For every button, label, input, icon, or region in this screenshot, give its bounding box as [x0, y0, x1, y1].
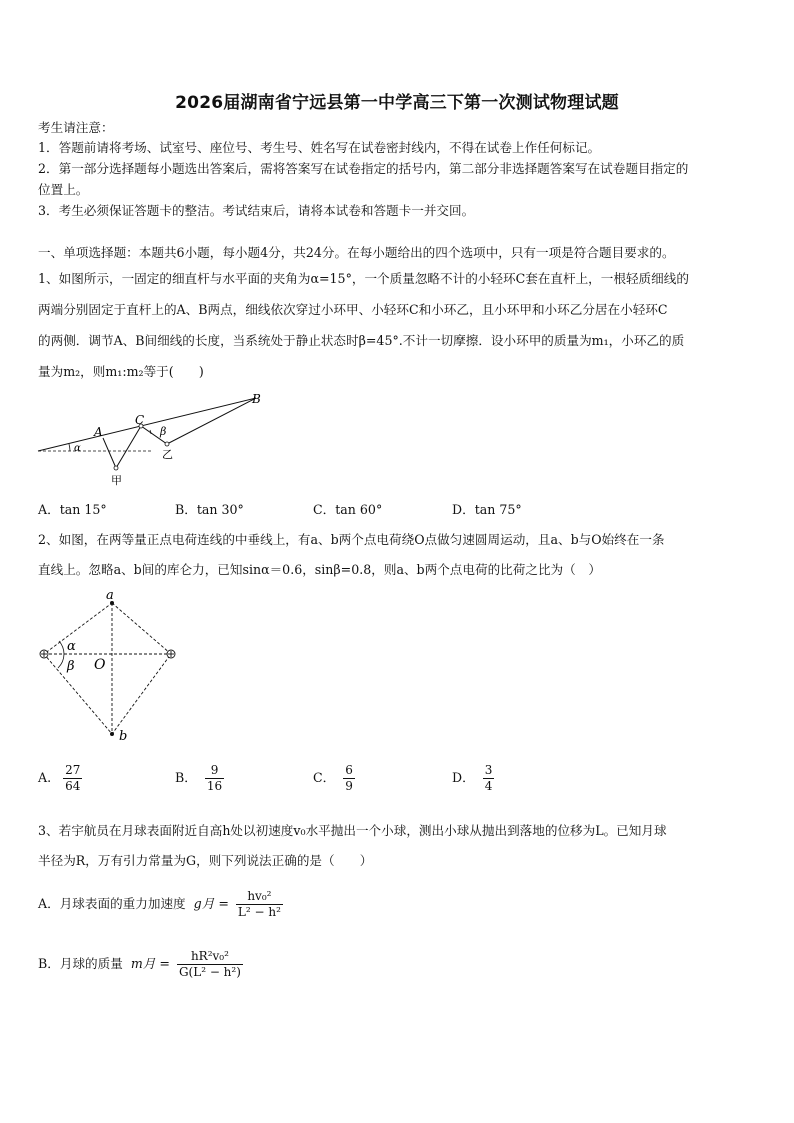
numerator: hR²v₀² — [190, 949, 229, 963]
q1-line: 1、如图所示，一固定的细直杆与水平面的夹角为α=15°，一个质量忽略不计的小轻环C套在直杆上，一根轻质细线的 — [38, 271, 689, 286]
option-fraction — [483, 764, 495, 793]
beta-arc — [58, 654, 64, 668]
numerator: 27 — [65, 763, 81, 777]
option-fraction — [63, 764, 82, 793]
string — [103, 398, 256, 468]
point-b — [110, 732, 114, 736]
denominator: 16 — [206, 779, 223, 793]
denominator: 64 — [65, 779, 81, 793]
page-title: 2026届湖南省宁远县第一中学高三下第一次测试物理试题 — [175, 93, 619, 113]
numerator: 9 — [210, 763, 219, 777]
q2-line: 2、如图，在两等量正点电荷连线的中垂线上，有a、b两个点电荷绕O点做匀速圆周运动，且a、b与O始终在一条 — [38, 532, 665, 547]
label-b: b — [119, 729, 128, 744]
numerator: hv₀² — [247, 889, 272, 903]
q1-line: 量为m₂，则m₁:m₂等于( ) — [38, 364, 204, 379]
section-heading: 一、单项选择题：本题共6小题，每小题4分，共24分。在每小题给出的四个选项中，只有一项是符合题目要求的。 — [38, 245, 675, 260]
ring-yi — [165, 442, 169, 446]
q2-figure — [32, 588, 192, 746]
label-alpha: α — [67, 639, 76, 654]
label-a: A — [94, 425, 103, 439]
inclined-rod — [38, 398, 256, 451]
q3-line: 半径为R，万有引力常量为G，则下列说法正确的是（ ） — [38, 853, 373, 868]
option-text: A．月球表面的重力加速度 — [38, 896, 186, 911]
q1-line: 的两侧．调节A、B间细线的长度，当系统处于静止状态时β=45°.不计一切摩擦．设小环甲的质量为m₁，小环乙的质 — [38, 333, 685, 348]
option-fraction — [205, 764, 224, 793]
q1-option-d[interactable]: D．tan 75° — [452, 502, 522, 517]
notice-item: 位置上。 — [38, 182, 89, 197]
label-a: a — [106, 588, 114, 603]
formula-lhs: g月 = — [193, 896, 229, 911]
denominator: G(L² − h²) — [178, 965, 241, 979]
notice-item: 2．第一部分选择题每小题选出答案后，需将答案写在试卷指定的括号内，第二部分非选择题答案写在试卷题目指定的 — [38, 161, 689, 176]
q3-line: 3、若宇航员在月球表面附近自高h处以初速度v₀水平抛出一个小球，测出小球从抛出到落地的位移为L。已知月球 — [38, 823, 667, 838]
option-letter: D． — [452, 770, 475, 785]
label-jia: 甲 — [111, 474, 122, 487]
label-yi: 乙 — [162, 448, 173, 461]
label-beta: β — [67, 659, 75, 674]
denominator: 4 — [484, 779, 493, 793]
alpha-arc — [69, 444, 70, 451]
denominator: L² − h² — [237, 905, 281, 919]
q2-line: 直线上。忽略a、b间的库仑力，已知sinα＝0.6，sinβ=0.8，则a、b两个点电荷的比荷之比为（ ） — [38, 562, 601, 577]
label-c: C — [135, 413, 145, 427]
label-o: O — [94, 657, 106, 673]
q3-option-b[interactable] — [38, 950, 243, 979]
notice-heading: 考生请注意： — [38, 120, 114, 135]
option-letter: C． — [313, 770, 336, 785]
formula-fraction — [236, 890, 283, 919]
option-text: B．月球的质量 — [38, 956, 123, 971]
formula-lhs: m月 = — [130, 956, 170, 971]
q2-option-d[interactable] — [452, 764, 494, 793]
numerator: 3 — [484, 763, 493, 777]
q1-option-a[interactable]: A．tan 15° — [38, 502, 107, 517]
option-letter: B． — [175, 770, 197, 785]
label-beta: β — [160, 425, 167, 438]
q1-figure — [34, 388, 274, 488]
q1-line: 两端分别固定于直杆上的A、B两点，细线依次穿过小环甲、小轻环C和小环乙，且小环甲和小环乙分居在小轻环C — [38, 302, 668, 317]
dashed-quadrilateral — [44, 603, 171, 734]
denominator: 9 — [345, 779, 353, 793]
notice-item: 1．答题前请将考场、试室号、座位号、考生号、姓名写在试卷密封线内，不得在试卷上作任何标记。 — [38, 140, 601, 155]
q2-option-b[interactable] — [175, 764, 224, 793]
alpha-arc — [59, 641, 64, 654]
label-b: B — [252, 392, 261, 406]
notice-item: 3．考生必须保证答题卡的整洁。考试结束后，请将本试卷和答题卡一并交回。 — [38, 203, 475, 218]
option-letter: A. — [38, 770, 52, 785]
numerator: 6 — [345, 763, 353, 777]
q1-option-b[interactable]: B．tan 30° — [175, 502, 244, 517]
q3-option-a[interactable] — [38, 890, 283, 919]
q1-option-c[interactable]: C．tan 60° — [313, 502, 383, 517]
option-fraction — [343, 764, 355, 793]
q2-option-a[interactable] — [38, 764, 82, 793]
ring-jia — [114, 466, 118, 470]
label-alpha: α — [74, 443, 81, 454]
formula-fraction — [177, 950, 243, 979]
q2-option-c[interactable] — [313, 764, 355, 793]
